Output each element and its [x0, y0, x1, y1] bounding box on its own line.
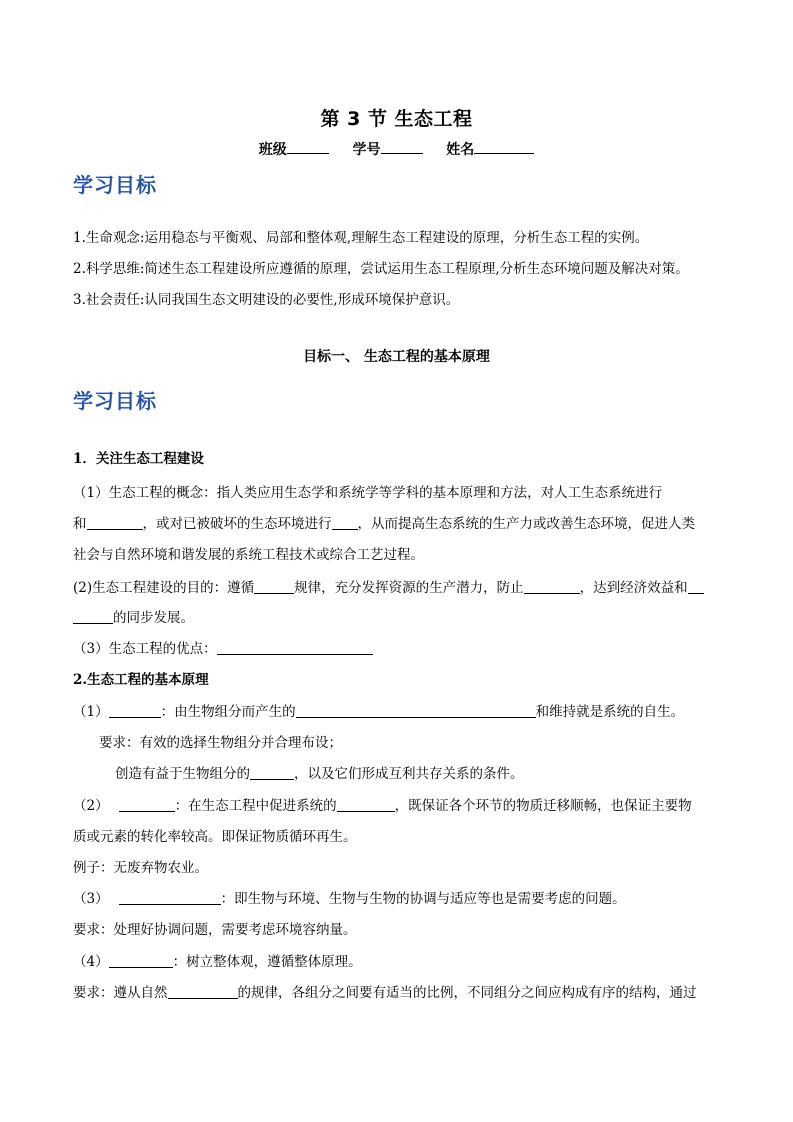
page-title: 第 3 节 生态工程	[320, 108, 473, 130]
student-id-blank	[381, 139, 423, 154]
principle-3-line: （3） ：即生物与环境、生物与生物的协调与适应等也是需要考虑的问题。	[73, 891, 626, 907]
principle-1-requirement-2: 创造有益于生物组分的 ，以及它们形成互利共存关系的条件。	[115, 766, 524, 782]
student-id-label: 学号	[352, 142, 381, 158]
learning-goals-heading: 学习目标	[73, 173, 157, 197]
class-blank	[287, 139, 329, 154]
fill-blank[interactable]	[109, 702, 161, 718]
objective-item: 3.社会责任:认同我国生态文明建设的必要性,形成环境保护意识。	[73, 292, 460, 308]
fill-blank[interactable]	[332, 514, 358, 530]
class-label: 班级	[258, 142, 287, 158]
goal-one-title: 目标一、 生态工程的基本原理	[303, 349, 490, 365]
concept-line-1: （1）生态工程的概念：指人类应用生态学和系统学等学科的基本原理和方法，对人工生态系统进行	[73, 485, 663, 501]
fill-blank[interactable]	[524, 578, 580, 594]
principle-2-example: 例子：无废弃物农业。	[73, 860, 208, 876]
principle-1-line: （1） ：由生物组分而产生的 和维持就是系统的自生。	[73, 704, 685, 720]
fill-blank[interactable]	[254, 578, 294, 594]
principle-1-requirement: 要求：有效的选择生物组分并合理布设；	[99, 735, 342, 751]
fill-blank[interactable]	[250, 764, 294, 780]
concept-line-2: 和 ，或对已被破坏的生态环境进行 ，从而提高生态系统的生产力或改善生态环境，促进人类	[73, 516, 695, 532]
fill-blank[interactable]	[119, 889, 221, 905]
fill-blank[interactable]	[688, 578, 704, 594]
fill-blank[interactable]	[296, 702, 536, 718]
objective-item: 2.科学思维:简述生态工程建设所应遵循的原理，尝试运用生态工程原理,分析生态环境问题及解决对策。	[73, 261, 689, 277]
fill-blank[interactable]	[87, 514, 143, 530]
name-label: 姓名	[446, 142, 475, 158]
part2-title: 2.生态工程的基本原理	[73, 672, 209, 688]
purpose-line-2: 的同步发展。	[73, 608, 723, 628]
fill-blank[interactable]	[168, 983, 238, 999]
part1-title: 1．关注生态工程建设	[73, 451, 204, 467]
student-info-line	[0, 139, 793, 159]
learning-goals-heading-2: 学习目标	[73, 389, 157, 413]
principle-3-requirement: 要求：处理好协调问题，需要考虑环境容纳量。	[73, 922, 357, 938]
fill-blank[interactable]	[337, 796, 395, 812]
advantage-line: （3）生态工程的优点：	[73, 639, 723, 659]
principle-4-requirement: 要求：遵从自然 的规律，各组分之间要有适当的比例，不同组分之间应构成有序的结构，通过	[73, 985, 697, 1001]
fill-blank[interactable]	[109, 952, 173, 968]
principle-2-line-2: 质或元素的转化率较高。即保证物质循环再生。	[73, 829, 357, 845]
fill-blank[interactable]	[73, 608, 113, 624]
principle-4-line: （4） ：树立整体观，遵循整体原理。	[73, 954, 362, 970]
purpose-line-1: (2)生态工程建设的目的：遵循 规律，充分发挥资源的生产潜力，防止 ，达到经济效益和	[73, 578, 723, 598]
fill-blank[interactable]	[217, 639, 373, 655]
principle-2-line: （2） ：在生态工程中促进系统的 ，既保证各个环节的物质迁移顺畅，也保证主要物	[73, 798, 692, 814]
objective-item: 1.生命观念:运用稳态与平衡观、局部和整体观,理解生态工程建设的原理，分析生态工程的实例。	[73, 230, 649, 246]
concept-line-3: 社会与自然环境和谐发展的系统工程技术或综合工艺过程。	[73, 547, 424, 563]
name-blank	[474, 139, 534, 154]
fill-blank[interactable]	[119, 796, 175, 812]
